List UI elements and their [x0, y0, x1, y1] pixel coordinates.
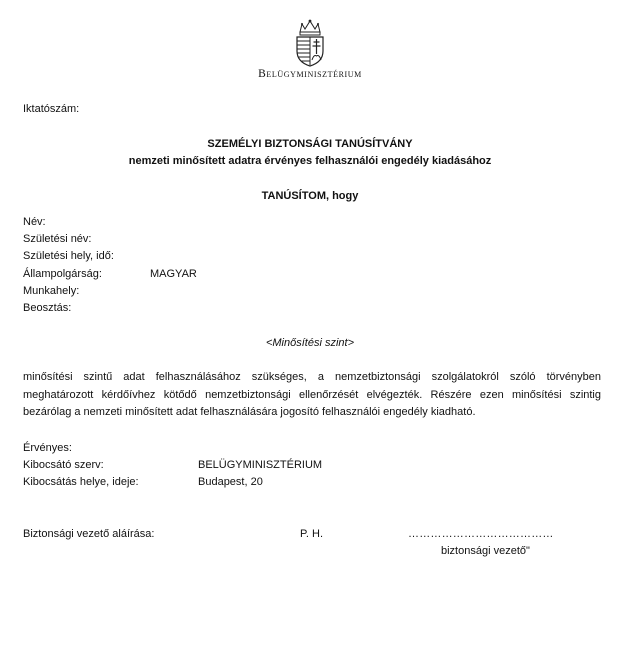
paragraph-line: minősítési szintű adat felhasználásához szükséges, a nemzetbiztonsági szolgálatokról szóló törvényben	[23, 371, 601, 383]
signature-caption: biztonsági vezető"	[441, 545, 530, 557]
certification-paragraph	[23, 369, 601, 422]
field-label-name: Név:	[23, 216, 46, 228]
paragraph-line: meghatározott kérdőívhez kötődő nemzetbiztonsági ellenőrzését elvégezték. Részére ezen minősítési szintig	[23, 388, 601, 401]
field-label-valid: Érvényes:	[23, 442, 72, 454]
ministry-name: Belügyminisztérium	[258, 68, 362, 80]
paragraph-line: bezárólag a nemzeti minősített adat felhasználására jogosító felhasználói engedély kiadható.	[23, 406, 476, 418]
field-value-citizenship: MAGYAR	[150, 268, 197, 280]
document-subtitle: nemzeti minősített adatra érvényes felhasználói engedély kiadásához	[128, 155, 492, 167]
field-label-position: Beosztás:	[23, 302, 72, 314]
field-label-workplace: Munkahely:	[23, 285, 80, 297]
coat-of-arms-icon	[292, 18, 328, 68]
field-label-citizenship: Állampolgárság:	[23, 268, 102, 280]
field-label-issue-place-date: Kibocsátás helye, ideje:	[23, 476, 139, 488]
field-label-birth-place-date: Születési hely, idő:	[23, 250, 114, 262]
signature-label: Biztonsági vezető aláírása:	[23, 528, 155, 540]
field-value-issue-place-date: Budapest, 20	[198, 476, 263, 488]
stamp-placeholder: P. H.	[300, 528, 324, 540]
signature-line: …………………………………	[408, 528, 554, 540]
field-label-issuer: Kibocsátó szerv:	[23, 459, 104, 471]
certify-heading: TANÚSÍTOM, hogy	[261, 190, 359, 202]
document-title: SZEMÉLYI BIZTONSÁGI TANÚSÍTVÁNY	[207, 138, 413, 150]
field-label-birth-name: Születési név:	[23, 233, 92, 245]
classification-level: <Minősítési szint>	[265, 337, 355, 349]
field-value-issuer: BELÜGYMINISZTÉRIUM	[198, 459, 323, 471]
reference-number-label: Iktatószám:	[23, 103, 80, 115]
